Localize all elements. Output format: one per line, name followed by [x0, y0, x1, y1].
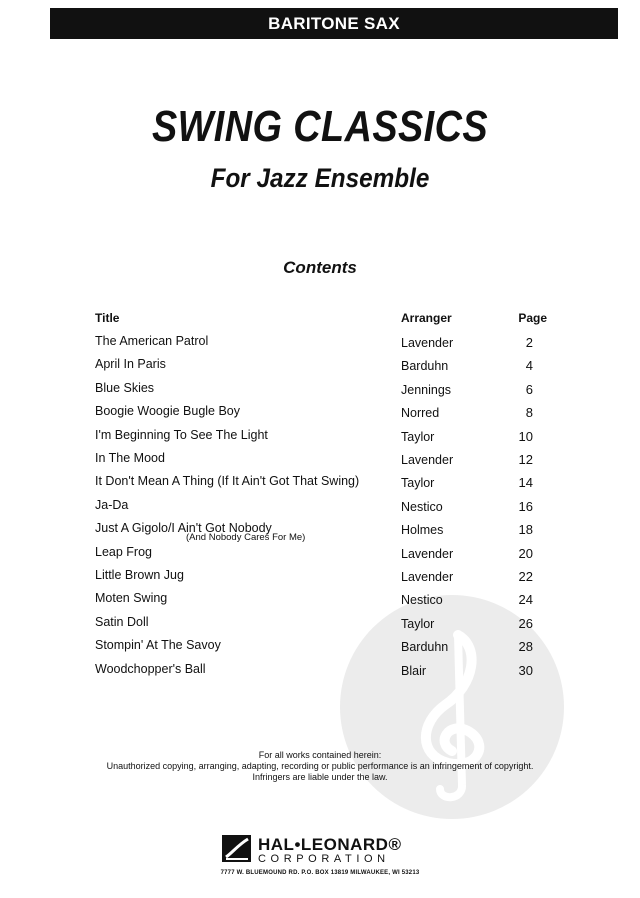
entry-title: I'm Beginning To See The Light: [95, 427, 268, 442]
entry-title: Leap Frog: [95, 544, 152, 559]
entry-subtitle: (And Nobody Cares For Me): [186, 532, 306, 544]
entry-page: 20: [518, 545, 533, 561]
entry-arranger: Barduhn: [401, 640, 449, 655]
entry-title: It Don't Mean A Thing (If It Ain't Got That Swing): [95, 474, 360, 489]
entry-title: Boogie Woogie Bugle Boy: [95, 404, 241, 419]
entry-title: Blue Skies: [95, 380, 155, 395]
entry-arranger: Holmes: [401, 523, 444, 538]
table-row: [0, 353, 640, 376]
publisher-corporation: CORPORATION: [258, 853, 390, 865]
entry-arranger: Nestico: [401, 593, 443, 608]
entry-arranger: Lavender: [401, 570, 454, 584]
table-row: [0, 424, 640, 447]
table-row: [0, 564, 640, 587]
entry-page: 14: [518, 475, 533, 491]
entry-page: 10: [518, 428, 533, 444]
table-row: [0, 400, 640, 423]
publisher-address: 7777 W. BLUEMOUND RD. P.O. BOX 13819 MILWAUKEE, WI 53213: [220, 870, 420, 876]
table-row: [0, 634, 640, 657]
table-row: [0, 587, 640, 610]
entry-arranger: Lavender: [401, 336, 454, 350]
entry-page: 8: [525, 405, 533, 421]
entry-page: 26: [518, 615, 533, 631]
copyright-notice: [0, 750, 640, 783]
table-row: [0, 330, 640, 353]
entry-title: Ja-Da: [95, 497, 129, 512]
entry-page: 22: [518, 569, 533, 584]
book-subtitle: For Jazz Ensemble: [210, 163, 430, 193]
entry-arranger: Taylor: [401, 476, 435, 491]
entry-title: The American Patrol: [95, 334, 209, 348]
column-header-title: Title: [95, 311, 120, 325]
table-row: [0, 517, 640, 544]
entry-page: 16: [518, 498, 533, 514]
table-row: [0, 611, 640, 634]
entry-page: 24: [518, 592, 533, 608]
instrument-label: BARITONE SAX: [268, 14, 400, 33]
table-row: [0, 494, 640, 517]
entry-arranger: Nestico: [401, 499, 443, 514]
entry-title: In The Mood: [95, 451, 165, 465]
entry-page: 12: [518, 452, 533, 467]
column-header-arranger: Arranger: [401, 311, 452, 325]
entry-arranger: Barduhn: [401, 359, 449, 374]
entry-page: 6: [525, 381, 533, 397]
contents-heading: Contents: [283, 258, 357, 277]
entry-arranger: Lavender: [401, 453, 454, 467]
entry-arranger: Norred: [401, 406, 440, 421]
table-row: [0, 658, 640, 681]
copyright-line: Unauthorized copying, arranging, adapting, recording or public performance is an infringement of copyright.: [106, 761, 534, 771]
entry-page: 30: [518, 662, 533, 678]
book-title: SWING CLASSICS: [151, 102, 489, 151]
entry-title: Stompin' At The Savoy: [95, 638, 221, 653]
entry-page: 2: [525, 335, 533, 350]
entry-arranger: Lavender: [401, 546, 454, 561]
entry-arranger: Taylor: [401, 429, 435, 444]
entry-arranger: Blair: [401, 663, 427, 678]
entry-title: Satin Doll: [95, 614, 149, 629]
entry-arranger: Jennings: [401, 382, 452, 397]
entry-title: Just A Gigolo/I Ain't Got Nobody: [95, 521, 272, 536]
table-row: [0, 470, 640, 493]
entry-arranger: Taylor: [401, 616, 435, 631]
entry-title: April In Paris: [95, 357, 166, 372]
entry-title: Little Brown Jug: [95, 568, 184, 582]
copyright-line: Infringers are liable under the law.: [252, 772, 388, 782]
table-row: [0, 447, 640, 470]
column-header-page: Page: [518, 311, 547, 325]
publisher-name: HAL•LEONARD®: [258, 835, 402, 854]
entry-title: Woodchopper's Ball: [95, 661, 206, 676]
table-row: [0, 377, 640, 400]
copyright-line: For all works contained herein:: [258, 750, 382, 760]
table-row: [0, 541, 640, 564]
publisher-logo-icon: [222, 835, 251, 862]
entry-page: 28: [518, 639, 533, 655]
instrument-header: [50, 8, 618, 39]
entry-page: 4: [525, 358, 533, 374]
entry-title: Moten Swing: [95, 591, 168, 606]
entry-page: 18: [518, 522, 533, 538]
